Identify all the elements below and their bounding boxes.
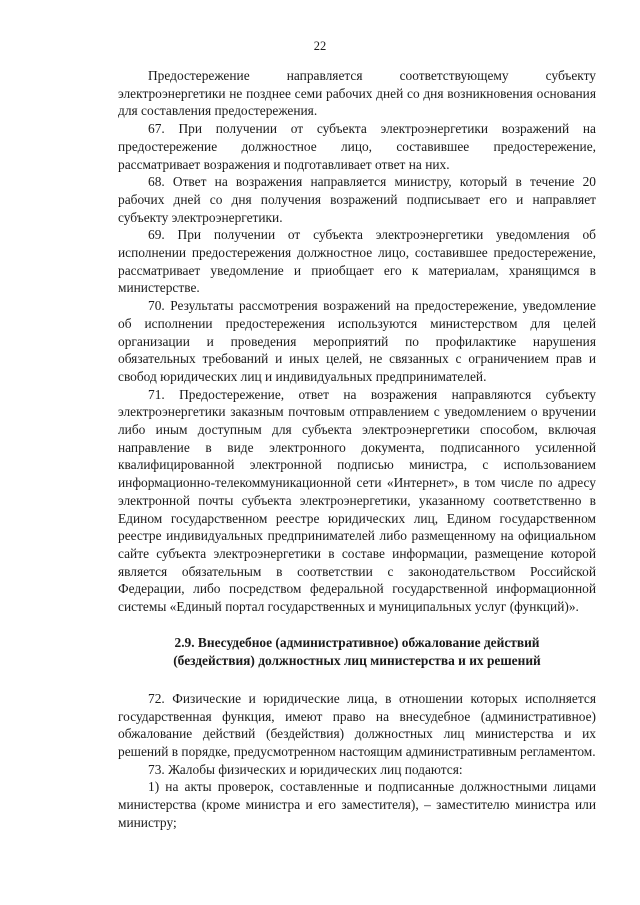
paragraph-72: 72. Физические и юридические лица, в отношении которых исполняется государственная функция, имеют право на внесудебное (административное) обжалование действий (бездействия) должностных лиц министерства и их решений в порядке, предусмотренном настоящим административным регламентом. — [118, 690, 596, 759]
paragraph-73-item-1: 1) на акты проверок, составленные и подписанные должностными лицами министерства (кроме министра и его заместителя), – заместителю министра или министру; — [118, 779, 596, 830]
paragraph-70: 70. Результаты рассмотрения возражений на предостережение, уведомление об исполнении предостережения используются министерством для целей организации и проведения мероприятий по профилактике нарушения обязательных требований и иных целей, не связанных с ограничением прав и свобод юридических лиц и индивидуальных предпринимателей. — [118, 298, 596, 384]
section-heading-line-1: 2.9. Внесудебное (административное) обжалование действий — [174, 634, 540, 650]
paragraph-73: 73. Жалобы физических и юридических лиц подаются: — [148, 761, 463, 777]
document-body — [118, 67, 596, 831]
section-heading — [118, 634, 596, 671]
page-number: 22 — [313, 39, 327, 53]
paragraph-67: 67. При получении от субъекта электроэнергетики возражений на предостережение должностное лицо, составившее предостережение, рассматривает возражения и подготавливает ответ на них. — [118, 121, 596, 172]
section-heading-line-2: (бездействия) должностных лиц министерства и их решений — [173, 653, 541, 669]
heading-spacer — [118, 671, 596, 690]
paragraph-66-continuation: Предостережение направляется соответствующему субъекту электроэнергетики не позднее семи рабочих дней со дня возникновения основания для составления предостережения. — [118, 68, 596, 119]
paragraph-68: 68. Ответ на возражения направляется министру, который в течение 20 рабочих дней со дня получения возражений подписывает его и направляет субъекту электроэнергетики. — [118, 174, 596, 225]
paragraph-71: 71. Предостережение, ответ на возражения направляются субъекту электроэнергетики заказным почтовым отправлением с уведомлением о вручении либо иным доступным для субъекта электроэнергетики способом, включая направление в виде электронного документа, подписанного усиленной квалифицированной электронной подписью министра, с использованием информационно-телекоммуникационной сети «Интернет», в том числе по адресу электронной почты субъекта электроэнергетики, указанному соответственно в Едином государственном реестре юридических лиц, Едином государственном реестре индивидуальных предпринимателей либо размещенному на официальном сайте субъекта электроэнергетики в составе информации, размещение которой является обязательным в соответствии с законодательством Российской Федерации, либо посредством федеральной государственной информационной системы «Единый портал государственных и муниципальных услуг (функций)». — [118, 386, 596, 615]
paragraph-69: 69. При получении от субъекта электроэнергетики уведомления об исполнении предостережения должностное лицо, составившее предостережение, рассматривает уведомление и приобщает его к материалам, хранящимся в министерстве. — [118, 227, 596, 296]
